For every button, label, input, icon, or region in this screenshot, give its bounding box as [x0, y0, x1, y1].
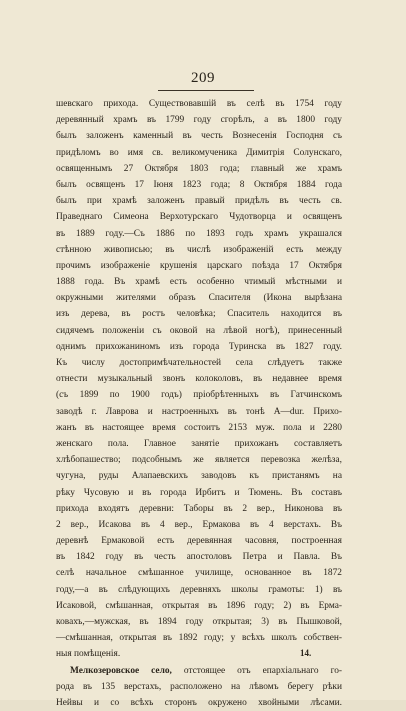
text-line: былъ заложенъ каменный въ честь Вознесенія Господня съ — [56, 131, 342, 142]
text-line: деревянный храмъ въ 1799 году сгорѣлъ, а въ 1800 году — [56, 115, 342, 126]
text-line: году,—а въ слѣдующихъ деревняхъ школы грамоты: 1) въ — [56, 584, 342, 595]
entry-first-line — [56, 663, 342, 679]
text-line: окружными жителями образъ Спасителя (Икона вырѣзана — [56, 293, 342, 304]
text-line: 2 вер., Исакова въ 4 вер., Ермакова въ 4 верстахъ. Въ — [56, 519, 342, 530]
text-line: въ 1842 году въ честь апостоловъ Петра и Павла. Въ — [56, 552, 342, 563]
text-line: 1888 года. Въ храмѣ есть особенно чтимый мѣстными и — [56, 277, 342, 288]
text-line: стѣнною живописью; въ числѣ изображеній есть между — [56, 244, 342, 255]
entry-heading: Мелкозеровское село, — [70, 665, 172, 676]
text-line: шевскаго прихода. Существовавшій въ селѣ въ 1754 году — [56, 99, 342, 109]
text-line: женскаго пола. Главное занятіе прихожанъ составляетъ — [56, 438, 342, 449]
text-line: Праведнаго Симеона Верхотурскаго Чудотворца и освященъ — [56, 212, 342, 223]
text-line: прочимъ изображеніе крушенія царскаго поѣзда 17 Октября — [56, 260, 342, 271]
text-line: —смѣшанная, открытая въ 1892 году; у всѣхъ школъ собствен- — [56, 633, 342, 644]
text-line: прихода входятъ деревни: Таборы въ 2 вер., Никонова въ — [56, 503, 342, 514]
text-line: хлѣбопашество; подсобнымъ же является перевозка желѣза, — [56, 455, 342, 466]
text-line: жанъ въ настоящее время состоитъ 2153 муж. пола и 2280 — [56, 422, 342, 433]
body-text — [56, 96, 342, 711]
page-number-rule — [158, 90, 254, 91]
text-line: сидячемъ положеніи съ оковой на лѣвой ногѣ), принесенный — [56, 325, 342, 336]
text-line: отнести музыкальный звонъ колоколовъ, въ недавнее время — [56, 374, 342, 385]
text-line: ковахъ,—мужская, въ 1894 году открытая; 3) въ Пышковой, — [56, 617, 342, 627]
text-line: рода въ 135 верстахъ, расположено на лѣвомъ берегу рѣки — [56, 681, 342, 692]
text-line: былъ освященъ 17 Іюня 1823 года; 8 Октября 1884 года — [56, 179, 342, 190]
text-line: заводѣ г. Лаврова и настроенныхъ въ тонѣ A—dur. Прихо- — [56, 406, 342, 417]
signature-mark: 14. — [300, 648, 312, 658]
text-line: ныя помѣщенія. — [56, 649, 121, 660]
text-line: однимъ прихожаниномъ изъ города Туринска въ 1827 году. — [56, 341, 342, 352]
text-line: Нейвы и со всѣхъ сторонъ окружено хвойными лѣсами. — [56, 697, 342, 708]
page-number: 209 — [191, 70, 215, 86]
text-line: селѣ начальное смѣшанное училище, основанное въ 1872 — [56, 568, 342, 579]
text-line: былъ при храмѣ заложенъ правый придѣлъ въ честь св. — [56, 196, 342, 207]
text-line: (съ 1899 по 1900 годъ) пріобрѣтенныхъ въ Гатчинскомъ — [56, 390, 342, 401]
text-line: деревнѣ Ермаковой есть деревянная часовня, построенная — [56, 536, 342, 547]
text-line: чугуна, руды Алапаевскихъ заводовъ къ пристанямъ на — [56, 471, 342, 482]
text-line: Къ числу достопримѣчательностей села слѣдуетъ также — [56, 358, 342, 368]
text-line: освященнымъ 27 Октября 1803 года; главный же храмъ — [56, 163, 342, 174]
text-line: Исаковой, смѣшанная, открытая въ 1896 году; 2) въ Ерма- — [56, 600, 342, 611]
text-line: изъ дерева, въ ростъ человѣка; Спаситель находится въ — [56, 309, 342, 320]
entry-heading-continuation: отстоящее отъ епархіальнаго го- — [183, 665, 343, 676]
text-line: рѣку Чусовую и въ города Ирбитъ и Тюмень. Въ составъ — [56, 487, 342, 498]
text-line: придѣломъ во имя св. великомученика Димитрія Солунскаго, — [56, 147, 342, 158]
text-line: въ 1889 году.—Съ 1886 по 1893 годъ храмъ украшался — [56, 228, 342, 239]
